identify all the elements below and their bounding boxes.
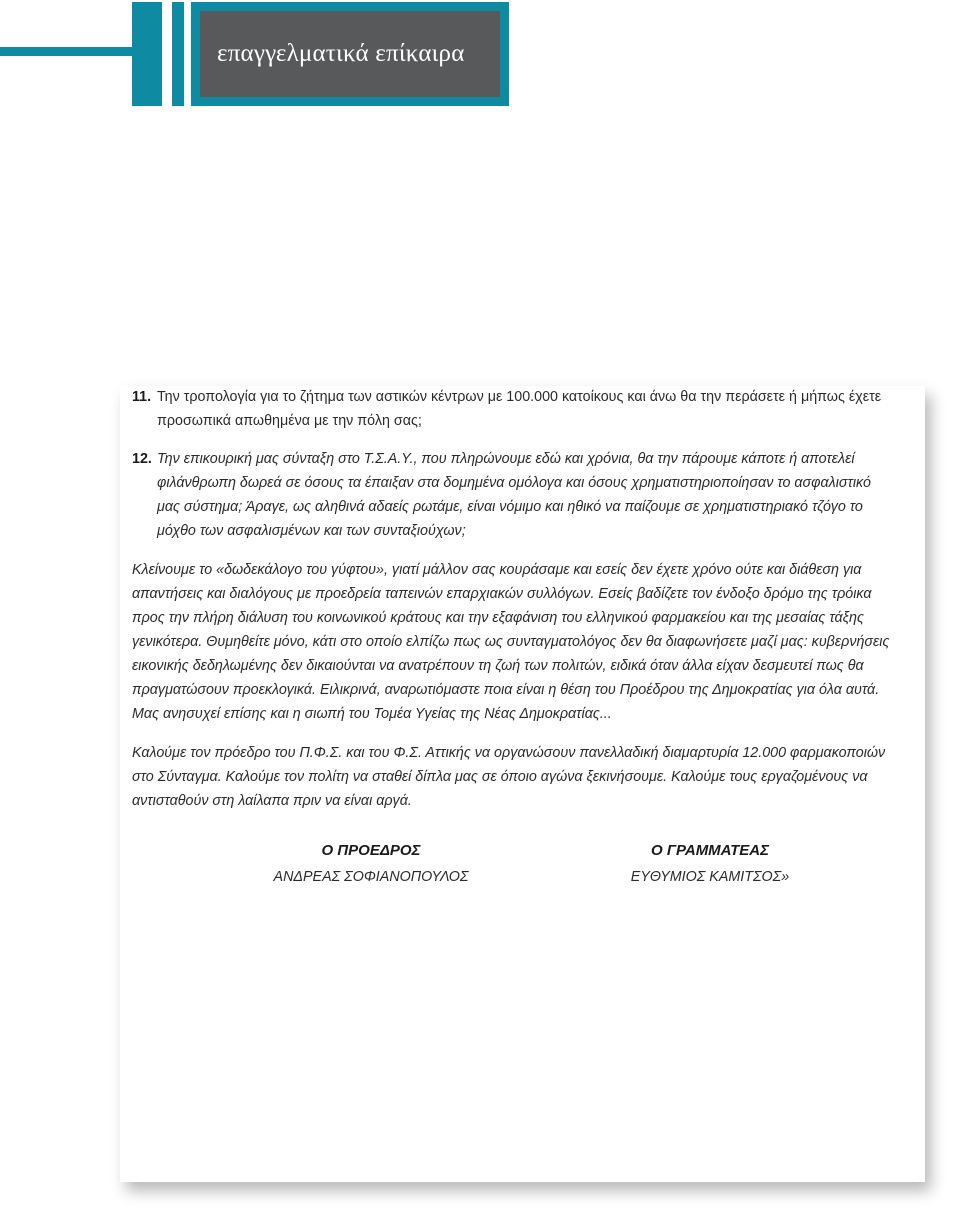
- section-header-inner: [200, 11, 500, 97]
- signature-role: Ο ΓΡΑΜΜΑΤΕΑΣ: [650, 842, 769, 859]
- signature-president: [256, 842, 486, 885]
- item-number: 12.: [132, 451, 152, 467]
- signature-role: Ο ΠΡΟΕΔΡΟΣ: [321, 842, 421, 859]
- item-number: 11.: [132, 389, 152, 405]
- section-header: [191, 2, 509, 106]
- header-accent-bar-thin: [172, 2, 184, 106]
- item-text: Την επικουρική μας σύνταξη στο Τ.Σ.Α.Υ., που πληρώνουμε εδώ και χρόνια, θα την πάρουμε κάποτε ή αποτελεί φιλάνθρωπη δωρεά σε όσους τα έπαιξαν στα δομημένα ομόλογα και όσους χρηματιστηριοποίησαν το ασφαλιστικό μας σύστημα; Άραγε, ως αληθινά αδαείς ρωτάμε, είναι νόμιμο και ηθικό να παίζουμε σε χρηματιστηριακό τζόγο το μόχθο των ασφαλισμένων και των συνταξιούχων;: [157, 451, 871, 539]
- closing-paragraph: Κλείνουμε το «δωδεκάλογο του γύφτου», γιατί μάλλον σας κουράσαμε και εσείς δεν έχετε χρόνο ούτε και διάθεση για απαντήσεις και διαλόγους με προεδρεία ταπεινών επαρχιακών συλλόγων. Εσείς βαδίζετε τον ένδοξο δρόμο της τρόικα προς την πλήρη διάλυση του κοινωνικού κράτους και την εξαφάνιση του ελληνικού φαρμακείου και της μεσαίας τάξης γενικότερα. Θυμηθείτε μόνο, κάτι στο οποίο ελπίζω πως ως συνταγματολόγος δεν θα διαφωνήσετε μαζί μας: κυβερνήσεις εικονικής δεδηλωμένης δεν δικαιούνται να ανατρέπουν τη ζωή των πολιτών, ειδικά όταν άλλα είχαν δεσμευτεί πως θα πραγματώσουν προεκλογικά. Ειλικρινά, αναρωτιόμαστε ποια είναι η θέση του Προέδρου της Δημοκρατίας για όλα αυτά. Μας ανησυχεί επίσης και η σιωπή του Τομέα Υγείας της Νέας Δημοκρατίας...: [132, 562, 890, 722]
- article-body: [132, 385, 897, 827]
- list-item: [132, 447, 897, 543]
- list-item: [132, 385, 897, 433]
- signature-secretary: [595, 842, 825, 885]
- signature-name: ΕΥΘΥΜΙΟΣ ΚΑΜΙΤΣΟΣ»: [630, 869, 790, 885]
- call-to-action-paragraph: Καλούμε τον πρόεδρο του Π.Φ.Σ. και του Φ.Σ. Αττικής να οργανώσουν πανελλαδική διαμαρτυρία 12.000 φαρμακοποιών στο Σύνταγμα. Καλούμε τον πολίτη να σταθεί δίπλα μας σε όποιο αγώνα ξεκινήσουμε. Καλούμε τους εργαζομένους να αντισταθούν στη λαίλαπα πριν να είναι αργά.: [132, 745, 886, 809]
- header-accent-bar: [132, 2, 162, 106]
- item-text: Την τροπολογία για το ζήτημα των αστικών κέντρων με 100.000 κατοίκους και άνω θα την περάσετε ή μήπως έχετε προσωπικά απωθημένα με την πόλη σας;: [157, 389, 882, 429]
- header-accent-line: [0, 47, 135, 56]
- signature-name: ΑΝΔΡΕΑΣ ΣΟΦΙΑΝΟΠΟΥΛΟΣ: [273, 869, 469, 885]
- section-title: επαγγελματικά επίκαιρα: [217, 40, 465, 67]
